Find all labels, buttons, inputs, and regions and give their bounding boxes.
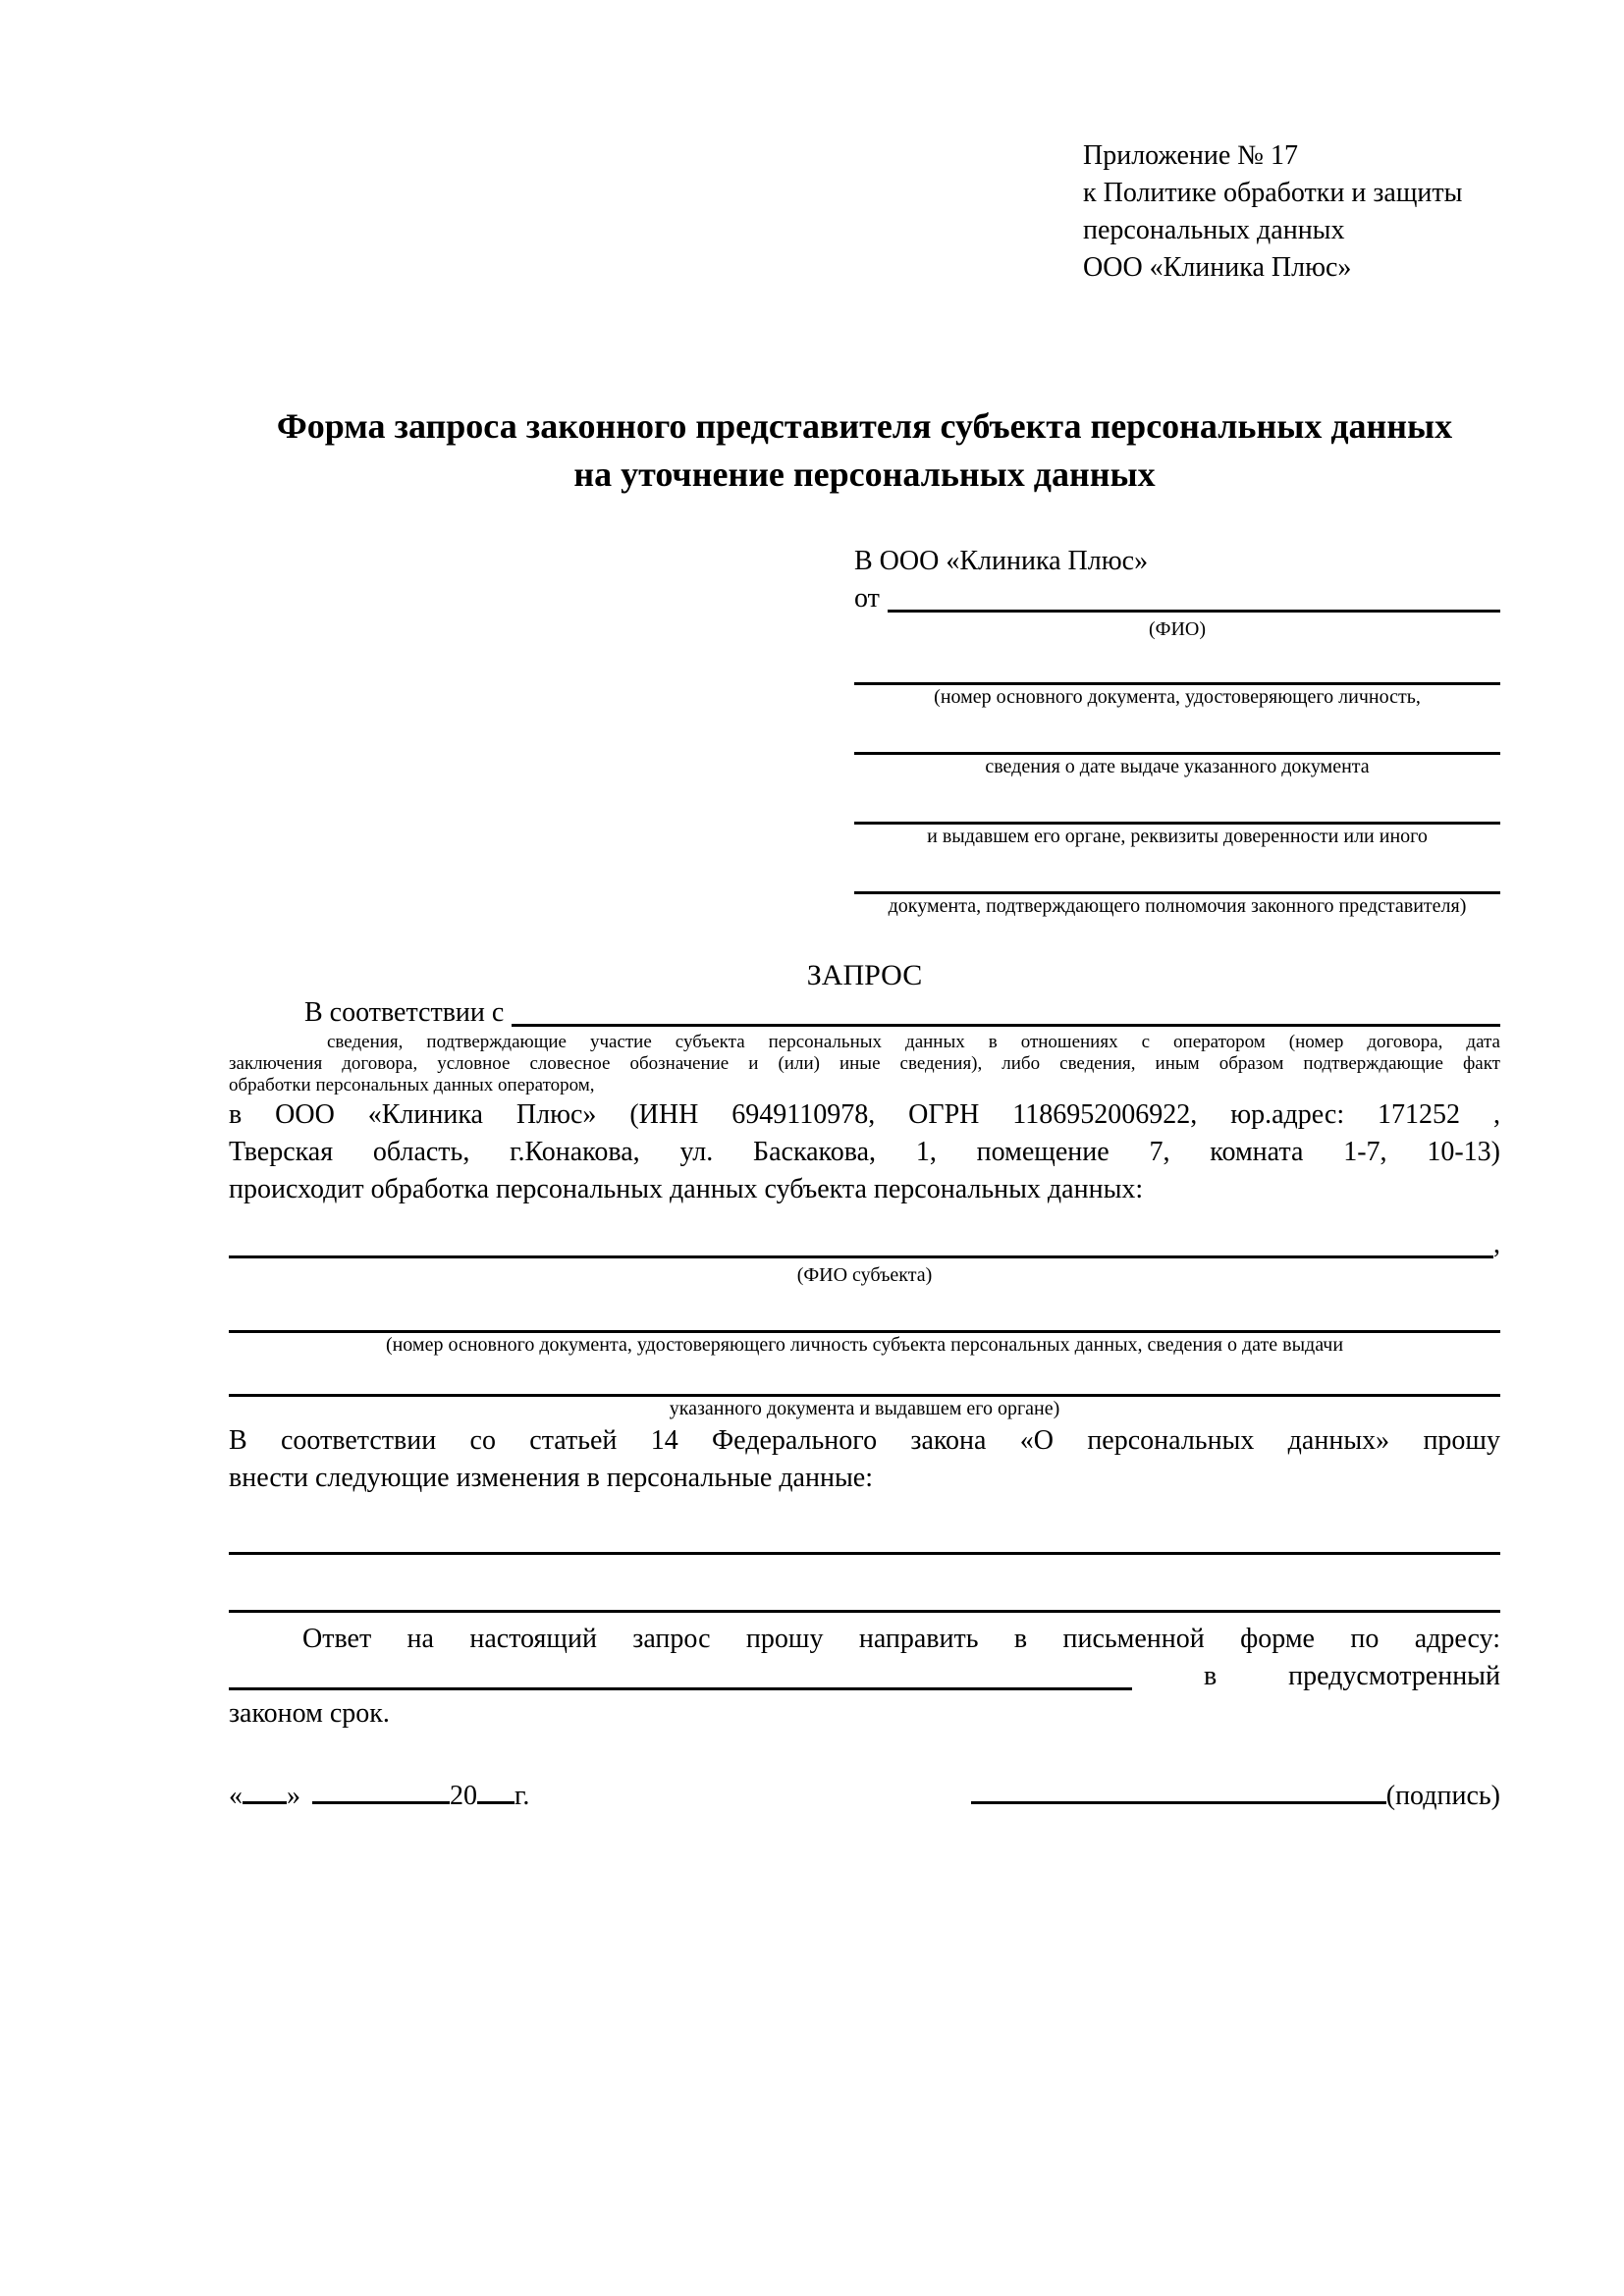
document-title-line1: Форма запроса законного представителя субъекта персональных данных [276, 406, 1453, 446]
footnote-line: заключения договора, условное словесное обозначение и (или) иные сведения), либо сведения, иным образом подтверждающие факт [229, 1053, 1500, 1074]
authority-document-caption: документа, подтверждающего полномочия законного представителя) [888, 895, 1467, 917]
response-address-row [229, 1658, 1500, 1695]
appendix-note-line: к Политике обработки и защиты [1083, 178, 1463, 208]
footnote-line: сведения, подтверждающие участие субъекта персональных данных в отношениях с оператором (номер договора, дата [327, 1032, 1500, 1052]
appendix-note-line: ООО «Клиника Плюс» [1083, 252, 1352, 283]
subject-document-blank-line [229, 1287, 1500, 1333]
response-request-line: Ответ на настоящий запрос прошу направить в письменной форме по адресу: [302, 1624, 1500, 1654]
subject-document-blank-line2 [229, 1357, 1500, 1397]
changes-blank-line-1 [229, 1519, 1500, 1555]
signature-group [971, 1778, 1500, 1815]
subject-fio-blank-row [229, 1226, 1500, 1263]
from-row [854, 580, 1500, 617]
issuing-authority-caption: и выдавшем его органе, реквизиты доверенности или иного [927, 826, 1428, 847]
year-suffix: г. [514, 1781, 530, 1811]
article-paragraph-line: внести следующие изменения в персональные данные: [229, 1463, 873, 1493]
document-title [229, 402, 1500, 499]
document-number-caption: (номер основного документа, удостоверяющего личность, [934, 686, 1421, 708]
subject-document-caption2: указанного документа и выдавшем его органе) [669, 1398, 1060, 1419]
appendix-note-line: персональных данных [1083, 215, 1345, 245]
response-term-line: законом срок. [229, 1698, 390, 1729]
response-word-in: в [1203, 1661, 1218, 1691]
trailing-comma: , [1493, 1229, 1500, 1259]
signature-caption: (подпись) [1385, 1781, 1500, 1811]
response-address-blank-line [229, 1658, 1132, 1690]
year-blank-line [477, 1780, 514, 1804]
fio-caption: (ФИО) [1148, 618, 1206, 640]
month-blank-line [312, 1780, 450, 1804]
operator-paragraph-line: происходит обработка персональных данных субъекта персональных данных: [229, 1174, 1144, 1204]
addressee-organization: В ООО «Клиника Плюс» [854, 546, 1149, 576]
addressee-block [854, 543, 1500, 918]
date-signature-row [229, 1778, 1500, 1815]
signature-blank-line [971, 1780, 1386, 1804]
fio-blank-line [888, 580, 1500, 613]
changes-blank-line-2 [229, 1555, 1500, 1613]
accordance-blank-line [512, 994, 1500, 1027]
operator-paragraph [229, 1096, 1500, 1208]
quote-open: « [229, 1781, 243, 1811]
document-title-line2: на уточнение персональных данных [573, 454, 1156, 494]
article-paragraph-line: В соответствии со статьей 14 Федерального закона «О персональных данных» прошу [229, 1425, 1500, 1456]
subject-fio-blank-line [229, 1226, 1493, 1258]
from-label: от [854, 583, 880, 614]
subject-document-caption: (номер основного документа, удостоверяющего личность субъекта персональных данных, сведения о дате выдачи [385, 1334, 1344, 1356]
quote-close: » [287, 1781, 300, 1811]
authority-document-blank-line [854, 848, 1500, 894]
day-blank-line [243, 1780, 287, 1804]
appendix-note-line: Приложение № 17 [1083, 140, 1298, 171]
issue-date-blank-line [854, 709, 1500, 755]
document-number-blank-line [854, 641, 1500, 685]
footnote [229, 1032, 1500, 1096]
issuing-authority-blank-line [854, 778, 1500, 825]
issue-date-caption: сведения о дате выдаче указанного документа [985, 756, 1370, 777]
year-prefix: 20 [450, 1781, 477, 1811]
accordance-label: В соответствии с [304, 997, 505, 1028]
request-heading: ЗАПРОС [806, 959, 923, 991]
response-word-stipulated: предусмотренный [1288, 1661, 1500, 1691]
operator-paragraph-line: Тверская область, г.Конакова, ул. Баскакова, 1, помещение 7, комната 1-7, 10-13) [229, 1137, 1500, 1167]
article-paragraph [229, 1422, 1500, 1497]
subject-fio-caption: (ФИО субъекта) [796, 1264, 933, 1286]
operator-paragraph-line: в ООО «Клиника Плюс» (ИНН 6949110978, ОГРН 1186952006922, юр.адрес: 171252 , [229, 1099, 1500, 1130]
date-group [229, 1778, 529, 1815]
footnote-line: обработки персональных данных оператором, [229, 1075, 595, 1095]
accordance-row [229, 994, 1500, 1032]
appendix-note [1083, 137, 1500, 287]
